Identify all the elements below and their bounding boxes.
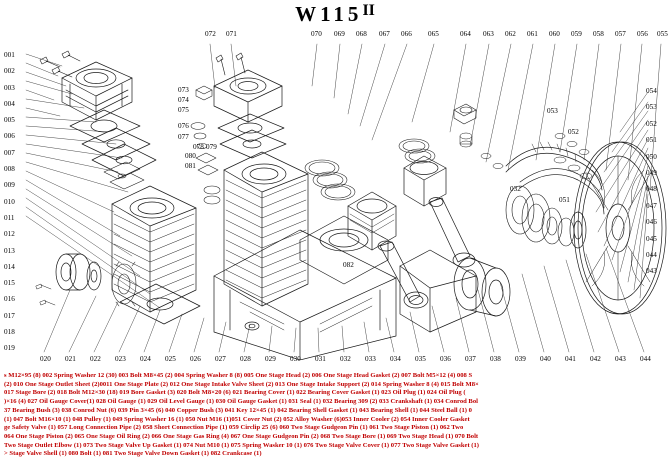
callout-number: 018: [4, 328, 15, 337]
callout-number: 011: [4, 213, 15, 222]
callout-number: 046: [646, 218, 657, 227]
callout-number: 053: [547, 107, 558, 115]
callout-number: 058: [593, 30, 604, 38]
legend-line: )×16 (4) 027 Oil Gauge Cover(1) 028 Oil Gauge (1) 029 Oil Level Gauge (1) 030 Oil Gauge Gasket (1) 031 Seal (1) 032 Bearing 309 (2) 033 Crankshaft (1) 034 Conrod Bol: [4, 398, 478, 406]
callout-number: 027: [215, 355, 226, 363]
callout-number: 081: [185, 162, 196, 170]
callout-number: 030: [290, 355, 301, 363]
callout-number: 037: [465, 355, 476, 363]
callout-number: 082: [343, 261, 354, 269]
callout-number: 016: [4, 295, 15, 304]
callout-number: 047: [646, 201, 657, 210]
callout-number: 039: [515, 355, 526, 363]
legend-line: Two Stage Outlet Elbow (1) 073 Two Stage Valve Up Gasket (1) 074 Nut M10 (1) 075 Spring Wasker 10 (1) 076 Two Stage Valve Cover (1) 077 Two Stage Valve Gasket (1): [4, 441, 479, 449]
callout-number: 031: [315, 355, 326, 363]
callout-number: 059: [571, 30, 582, 38]
callout-number: 049: [646, 168, 657, 177]
callout-number: 021: [65, 355, 76, 363]
callout-number: 060: [549, 30, 560, 38]
callout-number: 055: [657, 30, 668, 38]
callout-number: 007: [4, 148, 15, 157]
callout-number: 073: [178, 86, 189, 94]
callout-number: 075: [178, 106, 189, 114]
legend-line: 064 One Stage Piston (2) 065 One Stage Oil Ring (2) 066 One Stage Gas Ring (4) 067 One Stage Gudgeon Pin (2) 068 Two Stage Bore (1) 069 Two Stage Head (1) 070 Bolt: [4, 432, 479, 440]
callout-number: 052: [568, 128, 579, 136]
callout-number: 028: [240, 355, 251, 363]
callout-number: 034: [390, 355, 401, 363]
callout-number: 050: [646, 152, 657, 161]
callout-number: 026: [190, 355, 201, 363]
callout-number: 033: [365, 355, 376, 363]
callout-number: 072: [205, 30, 216, 38]
callout-number: 053: [646, 103, 657, 112]
callout-number: 004: [4, 99, 15, 108]
callout-number: 074: [178, 96, 189, 104]
callout-number: 076: [178, 122, 189, 130]
callout-number: 035: [415, 355, 426, 363]
callout-number: 024: [140, 355, 151, 363]
callout-number: 057: [615, 30, 626, 38]
callout-number: 036: [440, 355, 451, 363]
legend-line: (1) 047 Bolt M16×10 (1) 048 Pulley (1) 049 Spring Washer 16 (1) 050 Nut M16 (1)051 Cover Nut (2) 052 Alloy Washer (6)053 Inner Cooler (2) 054 Inner Cooler Gasket: [4, 415, 470, 423]
callout-number: 069: [334, 30, 345, 38]
callout-number: 029: [265, 355, 276, 363]
callout-number: 008: [4, 165, 15, 174]
callout-number: 022: [90, 355, 101, 363]
callout-number: 062: [505, 30, 516, 38]
callout-number: 043: [646, 267, 657, 276]
callout-number: 070: [311, 30, 322, 38]
callout-number: 061: [527, 30, 538, 38]
callout-number: 017: [4, 311, 15, 320]
callout-number: 002: [4, 67, 15, 76]
legend-line: 017 Stage Bore (2) 018 Bolt M12×30 (18) 019 Bore Gasket (3) 020 Bolt M8×20 (6) 021 Bearing Cover (1) 022 Bearing Cover Gasket (1) 023 Oil Plug (1) 024 Oil Plug (: [4, 389, 466, 397]
callout-number: 077: [178, 133, 189, 141]
callout-number: 080: [185, 152, 196, 160]
callout-number: 043: [615, 355, 626, 363]
callout-number: 001: [4, 51, 15, 59]
parts-legend: [4, 372, 668, 458]
callout-number: 054: [646, 87, 657, 95]
callout-number: 023: [115, 355, 126, 363]
callout-number: 040: [540, 355, 551, 363]
callout-number: 068: [356, 30, 367, 38]
callout-number: 032: [340, 355, 351, 363]
legend-line: > Stage Valve Shell (1) 080 Bolt (1) 081 Two Stage Valve Down Gasket (1) 082 Crankcase (1): [4, 450, 262, 458]
title-roman: II: [362, 2, 375, 19]
callout-number: 020: [40, 355, 51, 363]
callout-number: 019: [4, 344, 15, 353]
page-title: [0, 2, 670, 27]
callout-number: 044: [640, 355, 651, 363]
callout-number: 041: [565, 355, 576, 363]
callout-number: 038: [490, 355, 501, 363]
callout-number: 044: [646, 250, 657, 259]
callout-number: 051: [646, 136, 657, 145]
callout-number: 078: [193, 143, 204, 151]
callout-number: 014: [4, 262, 15, 271]
callout-number: 005: [4, 116, 15, 125]
callout-number: 066: [401, 30, 412, 38]
callout-number: 048: [646, 185, 657, 194]
callout-number: 006: [4, 132, 15, 141]
callout-number: 051: [559, 196, 570, 204]
callout-number: 063: [483, 30, 494, 38]
legend-line: s M12×95 (8) 002 Spring Washer 12 (30) 003 Bolt M8×45 (2) 004 Spring Washer 8 (8) 005 One Stage Head (2) 006 One Stage Head Gasket (2) 007 Bolt M5×12 (4) 008 S: [4, 372, 473, 379]
callout-number: 013: [4, 246, 15, 255]
callout-number: 025: [165, 355, 176, 363]
callout-number: 045: [646, 234, 657, 243]
callout-number: 032: [510, 185, 521, 193]
callout-number: 052: [646, 119, 657, 128]
callout-number: 079: [206, 143, 217, 151]
callout-number: 042: [590, 355, 601, 363]
callout-number: 012: [4, 230, 15, 239]
callout-number: 003: [4, 83, 15, 92]
legend-line: (2) 010 One Stage Outlet Sheet (2)0011 One Stage Plate (2) 012 One Stage Intake Valve Sheet (2) 013 One Stage Intake Support (2) 014 Spring Washer 8 (4) 015 Bolt M8×: [4, 380, 479, 388]
callout-number: 067: [379, 30, 390, 38]
callout-number: 015: [4, 279, 15, 288]
legend-line: ge Safety Valve (1) 057 Long Connection Pipe (2) 058 Short Connection Pipe (1) 059 Circlip 25 (6) 060 Two Stage Gudgeon Pin (1) 061 Two Stage Piston (1) 062 Two: [4, 424, 464, 432]
callout-number: 064: [460, 30, 471, 38]
title-model: W115: [295, 2, 363, 26]
callout-number: 056: [637, 30, 648, 38]
callout-number: 071: [226, 30, 237, 38]
callout-number: 065: [428, 30, 439, 38]
legend-line: 37 Bearing Bush (3) 038 Conrod Nut (6) 039 Pin 3×45 (6) 040 Copper Bush (3) 041 Key 12×45 (1) 042 Bearing Shell Gasket (1) 043 Bearing Shell (1) 044 Steel Ball (1) 0: [4, 406, 472, 414]
callout-number: 010: [4, 197, 15, 206]
callout-number: 009: [4, 181, 15, 190]
exploded-assembly-drawing: [0, 40, 670, 360]
